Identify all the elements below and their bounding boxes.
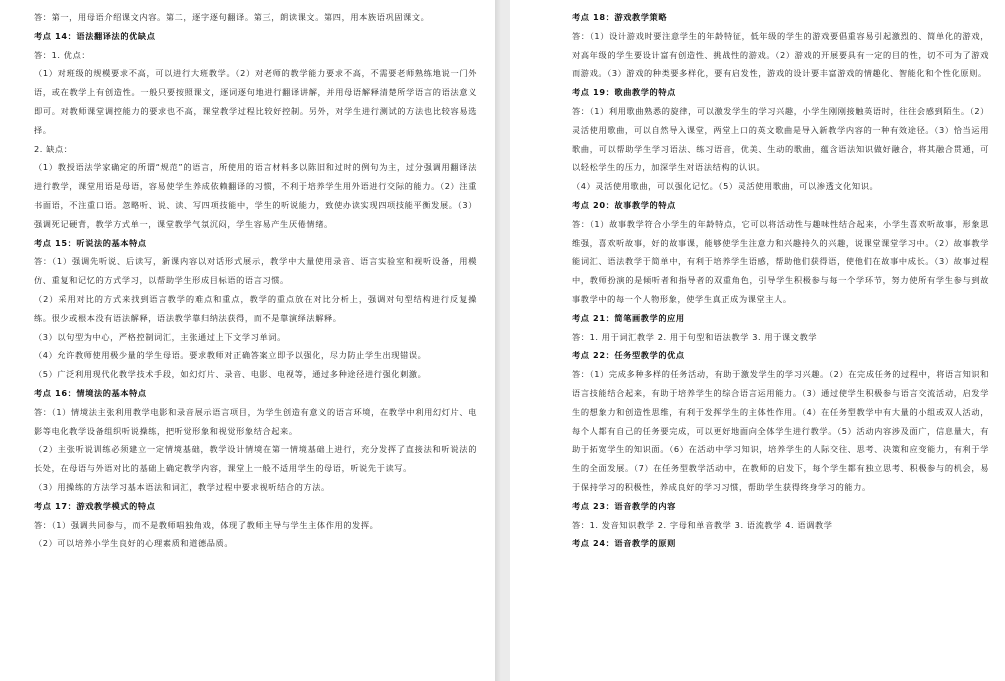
paragraph: （3）用操练的方法学习基本语法和词汇，教学过程中要求视听结合的方法。 <box>34 481 330 492</box>
paragraph: （1）教授语法学家确定的所谓“规范”的语言，所使用的语言材料多以陈旧和过时的例句为主，过分强调用翻译法进行教学，课堂用语是母语，容易使学生养成依赖翻译的习惯，不利于培养学生用外语进行交际的能力。（2）注重书面语，不注重口语。忽略听、说、读、写四项技能中，学生的听说能力，致使办读实现四项技能平衡发展。（3）强调死记硬背，教学方式单一，课堂教学气氛沉闷，学生容易产生厌倦情绪。 <box>34 162 477 229</box>
paragraph: （2）主张听说训练必须建立一定情境基础，教学设计情境在第一情境基础上进行，充分发挥了直接法和听说法的长处，在母语与外语对比的基础上确定教学内容，课堂上一般不适用学生的母语，听说先于读写。 <box>34 444 477 474</box>
section-heading: 考点 21：简笔画教学的应用 <box>572 312 685 323</box>
section-heading: 考点 19：歌曲教学的特点 <box>572 87 676 98</box>
paragraph: 答：（1）情境法主张利用教学电影和录音展示语言项目，为学生创造有意义的语言环境，在教学中利用幻灯片、电影等电化教学设备组织听说操练，把听觉形象和视觉形象结合起来。 <box>34 406 477 436</box>
paragraph: （2）可以培养小学生良好的心理素质和道德品质。 <box>34 538 234 549</box>
paragraph: （1）对班级的规模要求不高，可以进行大班教学。（2）对老师的教学能力要求不高，不需要老师熟练地说一门外语，或在教学上有创造性。一般只要按照课文，逐词逐句地进行翻译讲解，并用母语解释清楚所学语言的语法意义即可。对教师课堂调控能力的要求也不高，课堂教学过程比较好控制。另外，对学生进行测试的方法也比较容易选择。 <box>34 68 477 135</box>
section-heading: 考点 16：情境法的基本特点 <box>34 387 147 398</box>
section-heading: 考点 14：语法翻译法的优缺点 <box>34 30 156 41</box>
paragraph: 答：（1）利用歌曲熟悉的旋律，可以激发学生的学习兴趣，小学生刚刚接触英语时，往往会感到陌生。（2）灵活使用歌曲，可以自然导入课堂，两堂上口的英文歌曲是导入新教学内容的一种有效途径。（3）恰当运用歌曲，可以帮助学生学习语法、练习语音，优美、生动的歌曲，蕴含语法知识做好融合，将其融合贯通，可以轻松学生的压力，加深学生对语法结构的认识。 <box>572 105 989 173</box>
document-page-left <box>0 0 495 681</box>
paragraph: （5）广泛利用现代化教学技术手段，如幻灯片、录音、电影、电视等，通过多种途径进行强化刺激。 <box>34 369 427 380</box>
section-heading: 考点 18：游戏教学策略 <box>572 12 668 22</box>
paragraph: 答：（1）故事教学符合小学生的年龄特点，它可以将活动性与趣味性结合起来，小学生喜欢听故事，形象思维强，喜欢听故事，好的故事课，能够使学生注意力和兴趣持久的兴趣，说课堂课堂学习中。（2）故事教学能词汇、语法教学于简单中，有利于培养学生语感，帮助他们获得语，使他们在故事中成长。（3）故事过程中，教师扮演的是倾听者和指导者的双重角色，引导学生积极参与每一个学环节，努力使所有学生参与到故事教学中的每一个人物形象，使学生真正成为课堂主人。 <box>572 218 989 304</box>
paragraph: 2. 缺点： <box>34 143 73 154</box>
paragraph: 答：1. 优点： <box>34 49 91 60</box>
paragraph: （3）以句型为中心，严格控制词汇，主张通过上下文学习单词。 <box>34 331 286 342</box>
paragraph: 答：1. 发音知识教学 2. 字母和单音教学 3. 语流教学 4. 语调教学 <box>572 519 833 530</box>
section-heading: 考点 17：游戏教学模式的特点 <box>34 500 156 511</box>
paragraph: 答：（1）强调先听说、后读写，新课内容以对话形式展示，教学中大量使用录音、语言实验室和视听设备，用模仿、重复和记忆的方式学习，以帮助学生形成目标语的语言习惯。 <box>34 256 477 286</box>
section-heading: 考点 22：任务型教学的优点 <box>572 350 685 361</box>
section-heading: 考点 15：听说法的基本特点 <box>34 237 147 248</box>
page-gap-shadow <box>495 0 501 681</box>
paragraph: 答：（1）设计游戏时要注意学生的年龄特征，低年级的学生的游戏要倡重容易引起激烈的、简单化的游戏，对高年级的学生要设计富有创造性、挑战性的游戏。（2）游戏的开展要具有一定的目的性，切不可为了游戏而游戏。（3）游戏的种类要多样化，要有启发性，游戏的设计要丰富游戏的情趣化、智能化和个性化原则。 <box>572 30 989 79</box>
paragraph: 答：第一，用母语介绍课文内容。第二，逐字逐句翻译。第三，朗读课文。第四，用本族语巩固课文。 <box>34 12 430 22</box>
paragraph: （4）允许教师使用极少量的学生母语。要求教师对正确答案立即予以强化，尽力防止学生出现错误。 <box>34 350 427 361</box>
paragraph: （4）灵活使用歌曲，可以强化记忆。（5）灵活使用歌曲，可以渗透文化知识。 <box>572 181 879 192</box>
section-heading: 考点 24：语音教学的原则 <box>572 538 676 549</box>
section-heading: 考点 23：语音教学的内容 <box>572 500 676 511</box>
paragraph: 答：（1）强调共同参与，而不是教师唱独角戏，体现了教师主导与学生主体作用的发挥。 <box>34 519 379 530</box>
paragraph: （2）采用对比的方式来找到语言教学的难点和重点，教学的重点放在对比分析上，强调对句型结构进行反复操练。很少或根本没有语法解释，语法教学靠归纳法获得，而不是靠演绎法解释。 <box>34 293 477 323</box>
document-page-right <box>510 0 1005 681</box>
section-heading: 考点 20：故事教学的特点 <box>572 199 676 210</box>
paragraph: 答：（1）完成多种多样的任务活动，有助于激发学生的学习兴趣。（2）在完成任务的过程中，将语言知识和语言技能结合起来，有助于培养学生的综合语言运用能力。（3）通过使学生积极参与语言交流活动，启发学生的想象力和创造性思维，有利于发挥学生的主体性作用。（4）在任务型教学中有大量的小组或双人活动，每个人都有自己的任务要完成，可以更好地面向全体学生进行教学。（5）活动内容涉及面广，信息量大，有助于拓宽学生的知识面。（6）在活动中学习知识，培养学生的人际交往、思考、决策和应变能力，有利于学生的全面发展。（7）在任务型教学活动中，在教师的启发下，每个学生都有独立思考、积极参与的机会，易于保持学习的积极性，养成良好的学习习惯，帮助学生获得终身学习的能力。 <box>572 369 989 492</box>
paragraph: 答：1. 用于词汇教学 2. 用于句型和语法教学 3. 用于课文教学 <box>572 331 818 342</box>
